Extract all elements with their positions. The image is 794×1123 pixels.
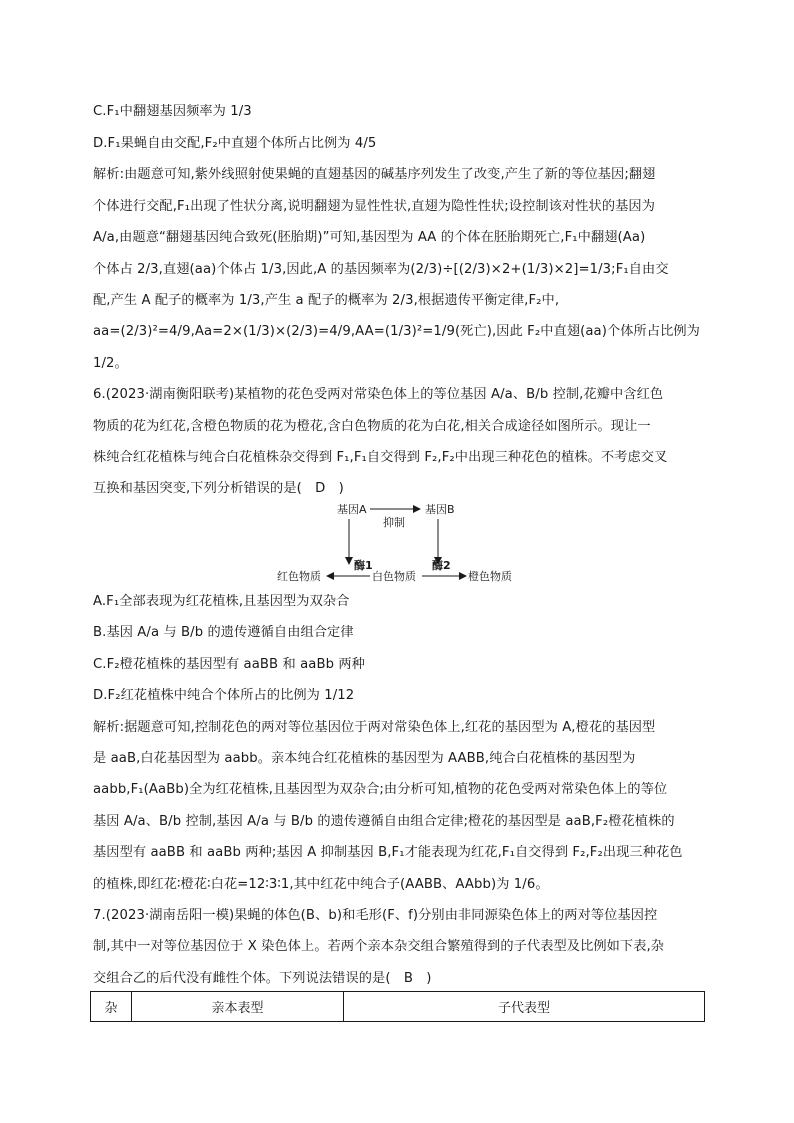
text-line: D.F₁果蝇自由交配,F₂中直翅个体所占比例为 4/5 [93,136,377,151]
text-line: 个体进行交配,F₁出现了性状分离,说明翻翅为显性性状,直翅为隐性性状;设控制该对性状的基因为 [93,199,655,214]
orange-substance-label: 橙色物质 [468,570,512,583]
text-line: 解析:由题意可知,紫外线照射使果蝇的直翅基因的碱基序列发生了改变,产生了新的等位基因;翻翅 [93,167,656,182]
text-line: 物质的花为红花,含橙色物质的花为橙花,含白色物质的花为白花,相关合成途径如图所示。现让一 [93,419,651,434]
inhibit-label: 抑制 [383,516,405,529]
enzyme2-label: 酶2 [432,559,451,572]
text-line: D.F₂红花植株中纯合个体所占的比例为 1/12 [93,688,355,703]
gene-b-label: 基因B [425,503,455,516]
text-line: 株纯合红花植株与纯合白花植株杂交得到 F₁,F₁自交得到 F₂,F₂中出现三种花色的植株。不考虑交叉 [93,450,668,465]
text-line: aabb,F₁(AaBb)全为红花植株,且基因型为双杂合;由分析可知,植物的花色受两对常染色体上的等位 [93,782,668,797]
table-header-cell: 亲本表型 [132,992,344,1022]
table-header-row [91,992,705,1022]
enzyme1-label: 酶1 [354,559,373,572]
text-line: aa=(2/3)²=4/9,Aa=2×(1/3)×(2/3)=4/9,AA=(1/3)²=1/9(死亡),因此 F₂中直翅(aa)个体所占比例为 [93,324,700,339]
text-line: C.F₂橙花植株的基因型有 aaBB 和 aaBb 两种 [93,657,365,672]
text-line: 是 aaB,白花基因型为 aabb。亲本纯合红花植株的基因型为 AABB,纯合白花植株的基因型为 [93,751,636,766]
text-line: 基因型有 aaBB 和 aaBb 两种;基因 A 抑制基因 B,F₁才能表现为红花,F₁自交得到 F₂,F₂出现三种花色 [93,845,683,860]
text-line: 基因 A/a、B/b 控制,基因 A/a 与 B/b 的遗传遵循自由组合定律;橙花的基因型是 aaB,F₂橙花植株的 [93,814,675,829]
text-line: 配,产生 A 配子的概率为 1/3,产生 a 配子的概率为 2/3,根据遗传平衡定律,F₂中, [93,293,560,308]
table-header-cell: 子代表型 [344,992,705,1022]
data-table [90,991,705,1022]
text-line: 解析:据题意可知,控制花色的两对等位基因位于两对常染色体上,红花的基因型为 A,橙花的基因型 [93,720,656,735]
text-line: C.F₁中翻翅基因频率为 1/3 [93,104,252,119]
text-line: 的植株,即红花∶橙花∶白花=12∶3∶1,其中红花中纯合子(AABB、AAbb)为 1/6。 [93,877,549,892]
text-line: 个体占 2/3,直翅(aa)个体占 1/3,因此,A 的基因频率为(2/3)÷[(2/3)×2+(1/3)×2]=1/3;F₁自由交 [93,262,669,277]
pathway-diagram [270,498,530,586]
white-substance-label: 白色物质 [372,570,416,583]
text-line: 互换和基因突变,下列分析错误的是( D ) [93,481,344,496]
text-line: 7.(2023·湖南岳阳一模)果蝇的体色(B、b)和毛形(F、f)分别由非同源染色体上的两对等位基因控 [93,908,658,923]
text-line: 6.(2023·湖南衡阳联考)某植物的花色受两对常染色体上的等位基因 A/a、B/b 控制,花瓣中含红色 [93,387,664,402]
text-line: A.F₁全部表现为红花植株,且基因型为双杂合 [93,594,350,609]
gene-a-label: 基因A [337,503,367,516]
text-line: B.基因 A/a 与 B/b 的遗传遵循自由组合定律 [93,625,354,640]
text-line: 交组合乙的后代没有雌性个体。下列说法错误的是( B ) [93,971,432,986]
text-line: 制,其中一对等位基因位于 X 染色体上。若两个亲本杂交组合繁殖得到的子代表型及比例如下表,杂 [93,939,665,954]
red-substance-label: 红色物质 [277,570,321,583]
table-header-cell: 杂 [91,992,132,1022]
text-line: A/a,由题意“翻翅基因纯合致死(胚胎期)”可知,基因型为 AA 的个体在胚胎期死亡,F₁中翻翅(Aa) [93,230,646,245]
text-line: 1/2。 [93,356,128,371]
